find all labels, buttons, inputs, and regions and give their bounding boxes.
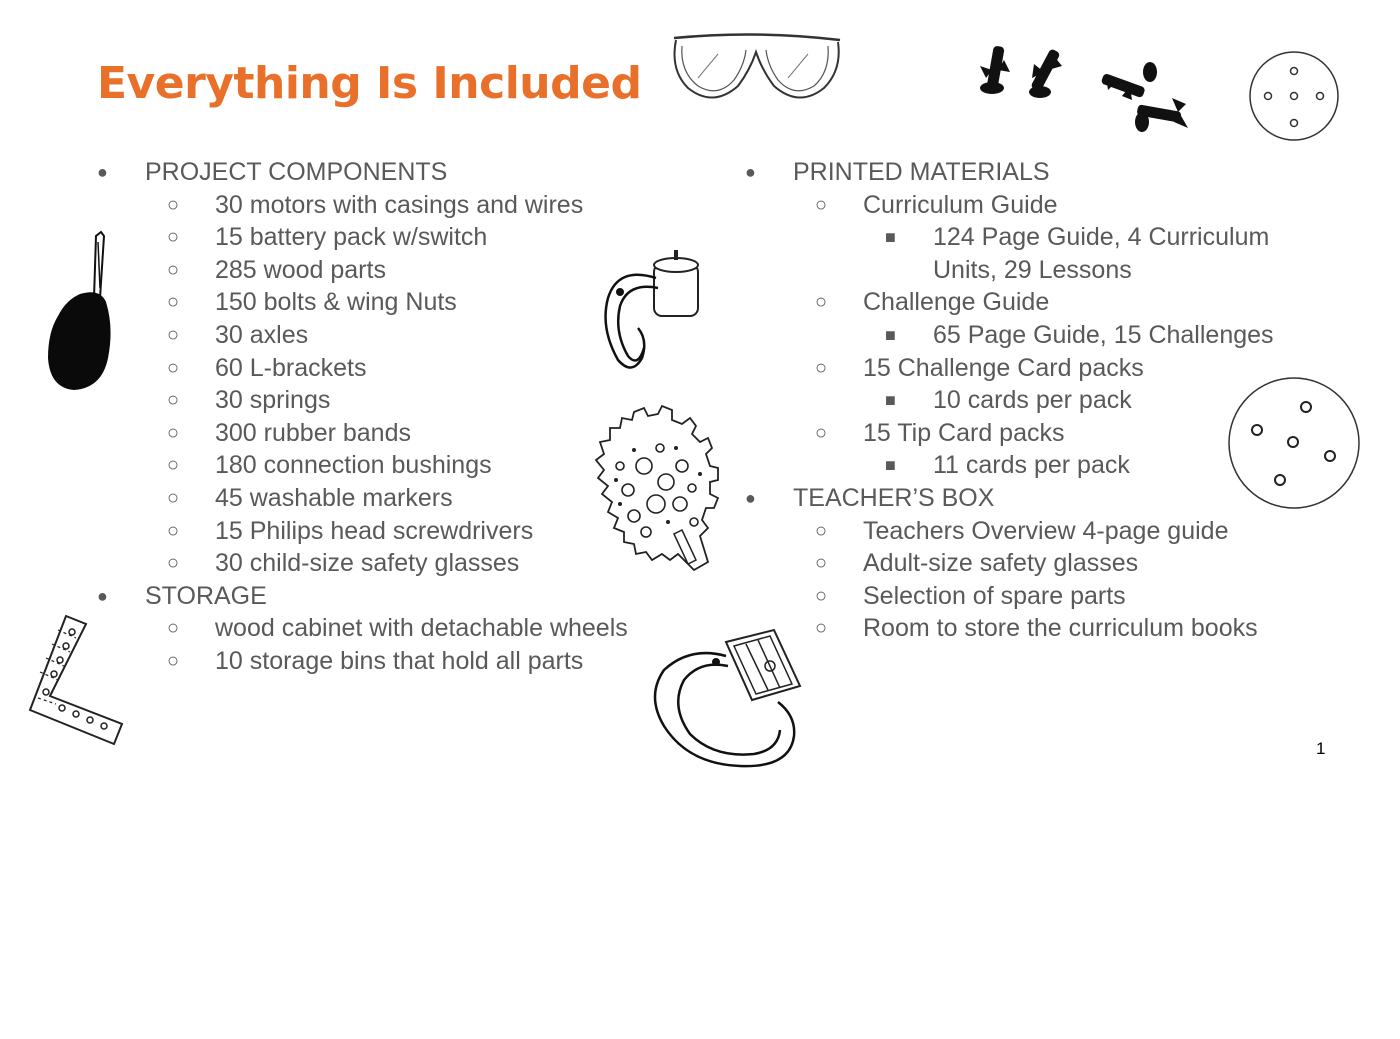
motor-icon	[598, 248, 704, 378]
list-item-text: 150 bolts & wing Nuts	[215, 288, 457, 317]
safety-glasses-icon	[668, 30, 846, 108]
bullet-marker: ●	[97, 585, 108, 606]
bullet-marker: ○	[167, 291, 180, 314]
list-item-text: 15 Tip Card packs	[863, 418, 1065, 447]
bullet-marker: ○	[815, 519, 828, 542]
list-item-text: Room to store the curriculum books	[863, 614, 1258, 643]
bullet-marker: ○	[167, 649, 180, 672]
list-item	[97, 612, 697, 645]
list-item-text: PRINTED MATERIALS	[793, 158, 1050, 186]
bullet-marker: ○	[167, 552, 180, 575]
list-item	[97, 189, 697, 222]
list-item	[745, 189, 1325, 222]
list-item-text: 15 Philips head screwdrivers	[215, 516, 534, 545]
l-bracket-icon	[26, 612, 128, 746]
list-item-text: 30 springs	[215, 386, 331, 415]
bullet-marker: ○	[167, 226, 180, 249]
list-item-text: 60 L-brackets	[215, 353, 367, 382]
list-item	[745, 580, 1325, 613]
list-item-text: Challenge Guide	[863, 288, 1050, 317]
list-item	[97, 645, 697, 678]
bullet-marker: ○	[167, 193, 180, 216]
list-item-text: Adult-size safety glasses	[863, 549, 1139, 578]
list-item-text: 45 washable markers	[215, 483, 453, 512]
gear-plate-icon	[590, 404, 726, 574]
bullet-marker: ○	[167, 421, 180, 444]
list-item-text: 180 connection bushings	[215, 451, 492, 480]
bullet-marker: ○	[815, 193, 828, 216]
list-item-text: Teachers Overview 4-page guide	[863, 516, 1229, 545]
list-item-text: 124 Page Guide, 4 Curriculum Units, 29 Lessons	[933, 223, 1270, 284]
bullet-marker: ○	[815, 356, 828, 379]
bullet-marker: ○	[167, 617, 180, 640]
sub-list-item	[745, 319, 1333, 352]
list-item	[745, 286, 1325, 319]
list-item-text: wood cabinet with detachable wheels	[215, 614, 628, 643]
list-item-text: PROJECT COMPONENTS	[145, 158, 448, 186]
list-item-text: TEACHER’S BOX	[793, 483, 995, 512]
bullet-marker: ○	[167, 519, 180, 542]
bullet-marker: ○	[167, 323, 180, 346]
list-item-text: 30 motors with casings and wires	[215, 190, 584, 219]
large-disc-icon	[1226, 376, 1362, 510]
list-item-text: 11 cards per pack	[933, 451, 1130, 480]
list-item-text: 65 Page Guide, 15 Challenges	[933, 320, 1274, 349]
section-heading	[745, 156, 1325, 189]
page-title: Everything Is Included	[97, 58, 642, 109]
list-item	[745, 547, 1325, 580]
sub-list-item	[745, 221, 1333, 286]
list-item-text: STORAGE	[145, 581, 267, 610]
section-heading	[97, 580, 697, 613]
list-item-text: 10 storage bins that hold all parts	[215, 646, 584, 675]
bullet-marker: ○	[815, 291, 828, 314]
bullet-marker: ○	[167, 356, 180, 379]
bullet-marker: ○	[167, 258, 180, 281]
list-item-text: Selection of spare parts	[863, 581, 1126, 610]
list-item-text: 15 battery pack w/switch	[215, 223, 488, 252]
bullet-marker: ■	[885, 455, 896, 476]
bullet-marker: ○	[815, 617, 828, 640]
list-item-text: 30 axles	[215, 320, 309, 349]
bullet-marker: ○	[167, 486, 180, 509]
bullet-marker: ○	[167, 454, 180, 477]
bullet-marker: ●	[745, 487, 756, 508]
bullet-marker: ■	[885, 324, 896, 345]
battery-pack-icon	[650, 626, 802, 770]
round-disc-icon	[1248, 50, 1340, 142]
list-item-text: 30 child-size safety glasses	[215, 549, 520, 578]
bolts-and-wing-nuts-icon	[972, 38, 1198, 138]
bullet-marker: ○	[815, 552, 828, 575]
list-item-text: 300 rubber bands	[215, 418, 411, 447]
list-item-text: 285 wood parts	[215, 255, 386, 284]
list-item-text: 15 Challenge Card packs	[863, 353, 1144, 382]
list-item-text: Curriculum Guide	[863, 190, 1058, 219]
page-number: 1	[1316, 739, 1326, 758]
list-item	[745, 612, 1325, 645]
list-item-text: 10 cards per pack	[933, 386, 1132, 415]
bullet-marker: ●	[97, 162, 108, 182]
bullet-marker: ○	[815, 421, 828, 444]
section-heading	[97, 156, 697, 189]
list-item	[745, 515, 1325, 548]
bullet-marker: ○	[167, 389, 180, 412]
bullet-marker: ■	[885, 227, 896, 248]
screwdriver-icon	[44, 228, 116, 394]
bullet-marker: ■	[885, 390, 896, 411]
bullet-marker: ○	[815, 584, 828, 607]
bullet-marker: ●	[745, 162, 756, 182]
